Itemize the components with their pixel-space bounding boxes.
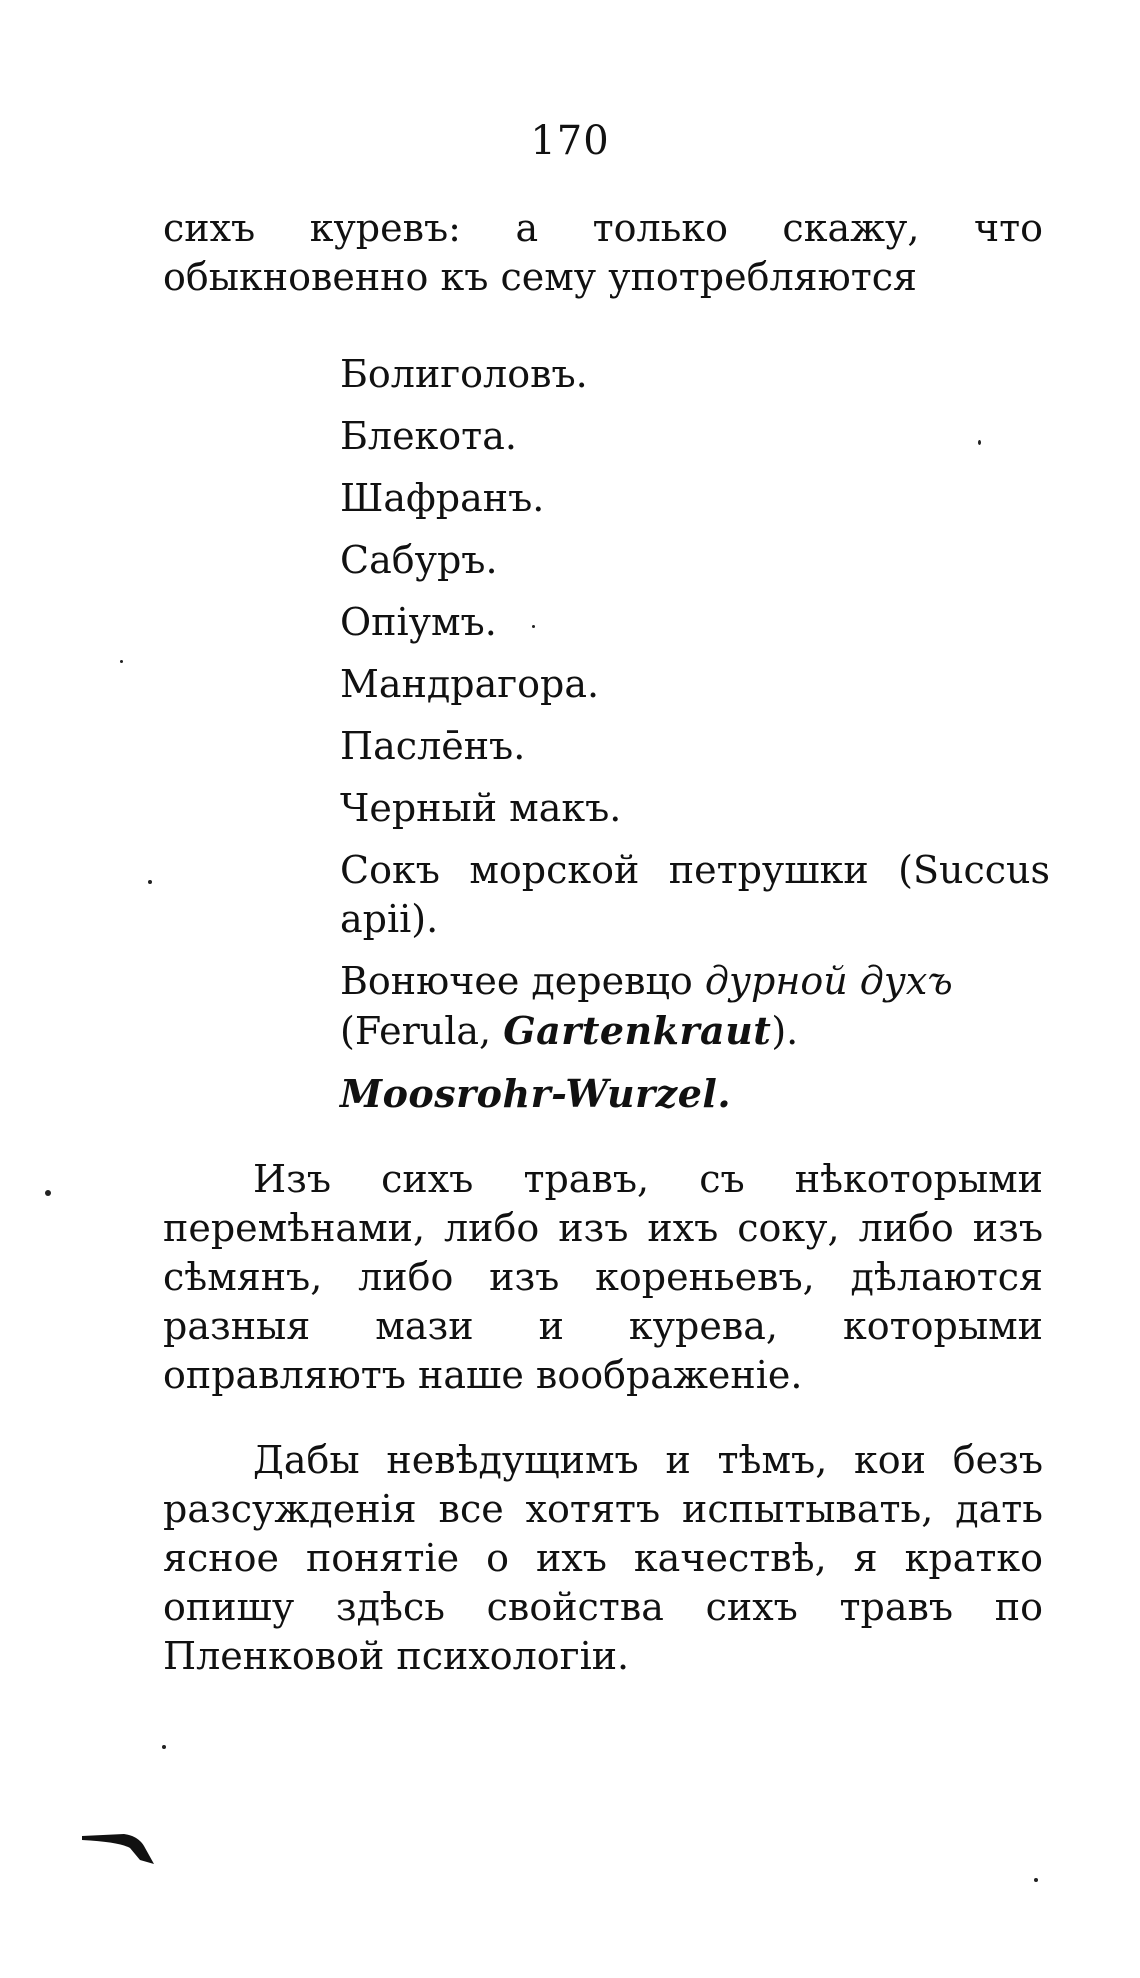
scan-speck — [162, 1745, 166, 1749]
herb-name-prefix: Вонючее деревцо — [340, 959, 705, 1003]
scan-speck — [120, 660, 123, 663]
list-item: Сабуръ. — [340, 538, 498, 582]
list-item: Опіумъ. — [340, 600, 497, 644]
list-item: Пасле̄нъ. — [340, 724, 526, 768]
paragraph: Дабы невѣдущимъ и тѣмъ, кои безъ разсужденія все хотятъ испытывать, дать ясное понятіе о ихъ качествѣ, я кратко опишу здѣсь свойства сихъ травъ по Пленковой психологіи. — [163, 1438, 1043, 1678]
intro-text: сихъ куревъ: а только скажу, что обыкновенно къ сему употребляются — [163, 206, 1043, 299]
list-item: Шафранъ. — [340, 476, 545, 520]
scan-speck — [148, 880, 152, 884]
scan-speck — [978, 440, 981, 445]
list-item: Мандрагора. — [340, 662, 600, 706]
list-item: Черный макъ. — [340, 786, 622, 830]
herb-name-italic: дурной духъ — [704, 959, 953, 1003]
paragraph: Изъ сихъ травъ, съ нѣкоторыми перемѣнами, либо изъ ихъ соку, либо изъ сѣмянъ, либо изъ кореньевъ, дѣлаются разныя мази и курева, которыми оправляютъ наше воображеніе. — [163, 1157, 1043, 1397]
ink-mark — [80, 1830, 156, 1868]
herb-latin-start: (Ferula, — [340, 1009, 504, 1053]
herb-latin-end: ). — [771, 1009, 799, 1053]
list-item — [340, 1069, 1050, 1119]
list-item: Болиголовъ. — [340, 352, 588, 396]
scan-speck — [532, 625, 535, 628]
herb-list — [340, 350, 1050, 1132]
list-item: Сокъ морской петрушки (Succus apii). — [340, 848, 1050, 941]
herb-german-name: Gartenkraut — [503, 1008, 772, 1053]
herb-german-name: Moosrohr-Wurzel. — [340, 1071, 732, 1116]
scan-speck — [45, 1190, 51, 1196]
page-number: 170 — [530, 118, 610, 164]
scan-speck — [1034, 1878, 1038, 1882]
list-item: Блекота. — [340, 414, 517, 458]
list-item — [340, 957, 1050, 1056]
